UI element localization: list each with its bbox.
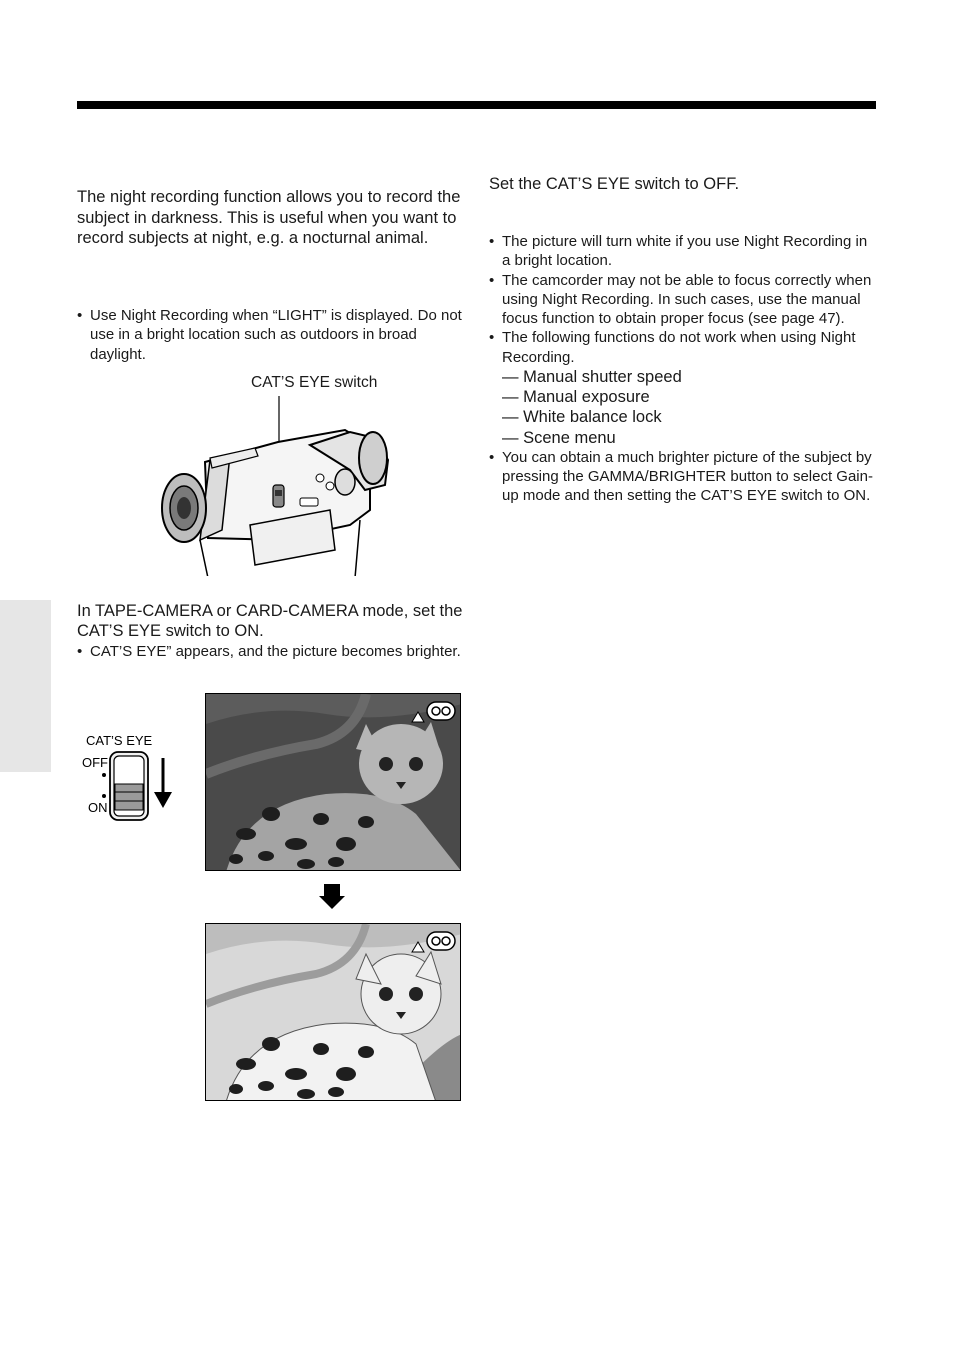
- header-rule: [77, 101, 876, 109]
- right-note-item: • You can obtain a much brighter picture of the subject by pressing the GAMMA/BRIGHTER button to select Gain-up mode and then setting the CAT’S EYE switch to ON.: [489, 448, 879, 506]
- left-notes-list: [77, 306, 472, 364]
- step-on-note: • CAT’S EYE” appears, and the picture becomes brighter.: [77, 642, 472, 661]
- switch-off-label: OFF: [82, 755, 108, 770]
- camcorder-illustration: [160, 390, 392, 578]
- night-recording-after-image: [205, 923, 461, 1101]
- right-notes-list: [489, 232, 879, 506]
- unavailable-functions-list: [502, 367, 879, 448]
- intro-paragraph: The night recording function allows you to record the subject in darkness. This is useful when you want to record subjects at night, e.g. a nocturnal animal.: [77, 188, 461, 247]
- step-off-text: Set the CAT’S EYE switch to OFF.: [489, 175, 740, 193]
- right-note-item: [489, 328, 879, 447]
- switch-on-label: ON: [88, 800, 108, 815]
- camera-switch-label: CAT’S EYE switch: [251, 374, 378, 391]
- unavailable-function-item: — White balance lock: [502, 408, 662, 427]
- right-note-text: The following functions do not work when using Night Recording.: [502, 329, 856, 366]
- left-note-item: • Use Night Recording when “LIGHT” is displayed. Do not use in a bright location such as outdoors in broad daylight.: [77, 306, 472, 364]
- step-on-text: In TAPE-CAMERA or CARD-CAMERA mode, set the CAT’S EYE switch to ON.: [77, 602, 463, 640]
- cats-eye-switch-diagram: [80, 728, 180, 824]
- right-note-item: • The camcorder may not be able to focus correctly when using Night Recording. In such cases, use the manual focus function to obtain proper focus (see page 47).: [489, 271, 879, 329]
- down-arrow-icon: [319, 884, 345, 910]
- night-recording-before-image: [205, 693, 461, 871]
- unavailable-function-item: — Manual shutter speed: [502, 368, 682, 387]
- side-tab: [0, 600, 51, 772]
- unavailable-function-item: — Scene menu: [502, 428, 616, 447]
- unavailable-function-item: — Manual exposure: [502, 388, 650, 407]
- step-on-note-list: [77, 642, 472, 661]
- right-note-item: • The picture will turn white if you use Night Recording in a bright location.: [489, 232, 879, 271]
- switch-title-label: CAT’S EYE: [86, 733, 153, 748]
